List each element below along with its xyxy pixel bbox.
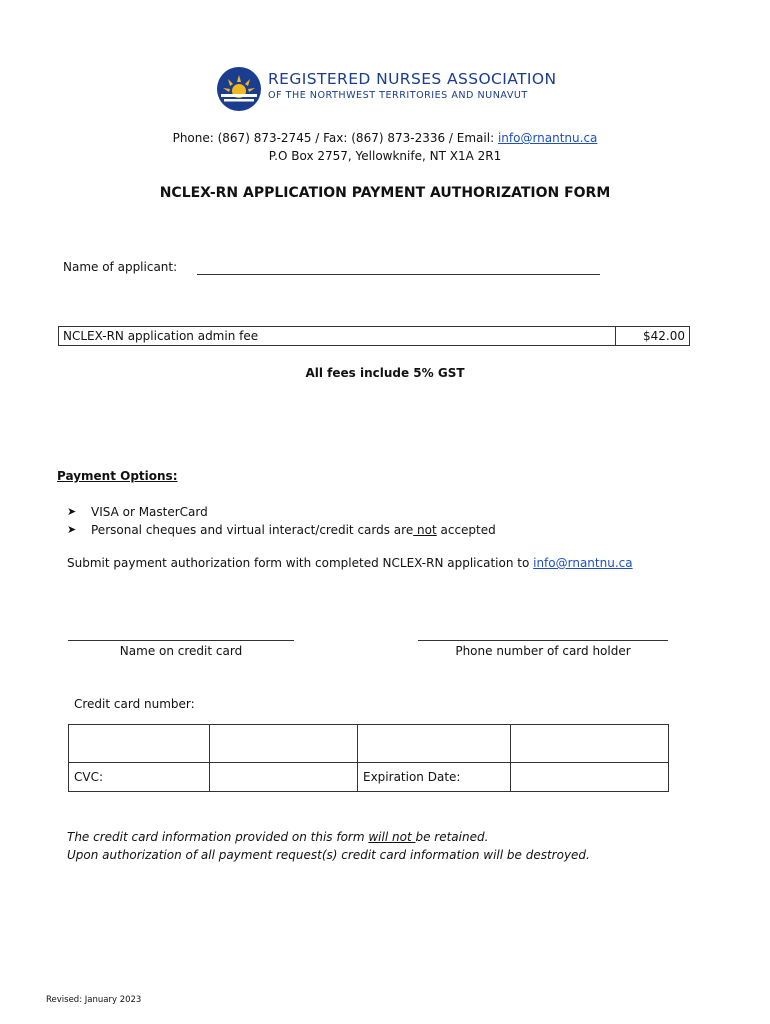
applicant-label: Name of applicant: bbox=[63, 260, 178, 274]
submit-text: Submit payment authorization form with completed NCLEX-RN application to bbox=[67, 556, 534, 570]
form-title: NCLEX-RN APPLICATION PAYMENT AUTHORIZATION FORM bbox=[159, 185, 611, 201]
list-item bbox=[57, 521, 657, 539]
address-line: P.O Box 2757, Yellowknife, NT X1A 2R1 bbox=[268, 149, 502, 163]
fee-table bbox=[58, 326, 690, 346]
card-name-label: Name on credit card bbox=[119, 644, 243, 658]
org-subtitle: OF THE NORTHWEST TERRITORIES AND NUNAVUT bbox=[268, 90, 528, 101]
retention-will-not: will not bbox=[368, 830, 416, 844]
sun-logo-icon bbox=[216, 66, 262, 112]
contact-email-link[interactable]: info@rnantnu.ca bbox=[497, 131, 598, 145]
card-number-box-4[interactable] bbox=[511, 725, 669, 763]
option-text: VISA or MasterCard bbox=[91, 505, 208, 519]
expiration-field[interactable] bbox=[511, 763, 669, 792]
cvc-field[interactable] bbox=[210, 763, 358, 792]
submit-instruction bbox=[67, 556, 633, 570]
option-text: Personal cheques and virtual interact/credit cards are bbox=[91, 523, 414, 537]
expiration-label: Expiration Date: bbox=[358, 763, 511, 792]
payment-options-list bbox=[57, 503, 657, 539]
retention-note-line1 bbox=[67, 830, 488, 844]
retention-note-line2: Upon authorization of all payment request(s) credit card information will be destroyed. bbox=[67, 848, 590, 862]
revised-date: Revised: January 2023 bbox=[46, 995, 142, 1005]
option-not-underlined: not bbox=[413, 523, 437, 537]
card-phone-label: Phone number of card holder bbox=[455, 644, 631, 658]
arrow-bullet-icon: ➤ bbox=[67, 505, 77, 518]
cvc-label: CVC: bbox=[69, 763, 210, 792]
contact-text: Phone: (867) 873-2745 / Fax: (867) 873-2336 / Email: bbox=[172, 131, 498, 145]
applicant-name-field[interactable] bbox=[197, 274, 600, 275]
fee-item: NCLEX-RN application admin fee bbox=[59, 327, 616, 346]
card-number-box-1[interactable] bbox=[69, 725, 210, 763]
contact-line bbox=[0, 131, 770, 145]
arrow-bullet-icon: ➤ bbox=[67, 523, 77, 536]
card-details-table bbox=[68, 724, 669, 792]
card-number-label: Credit card number: bbox=[74, 697, 195, 711]
option-text-end: accepted bbox=[436, 523, 496, 537]
card-name-field[interactable] bbox=[68, 640, 294, 641]
fee-note: All fees include 5% GST bbox=[305, 366, 465, 380]
card-phone-field[interactable] bbox=[418, 640, 668, 641]
org-name: REGISTERED NURSES ASSOCIATION bbox=[268, 70, 557, 88]
retention-text: The credit card information provided on this form bbox=[67, 830, 369, 844]
association-logo bbox=[216, 66, 262, 112]
card-number-box-2[interactable] bbox=[210, 725, 358, 763]
list-item bbox=[57, 503, 657, 521]
submit-email-link[interactable]: info@rnantnu.ca bbox=[533, 556, 633, 570]
retention-text-end: be retained. bbox=[415, 830, 489, 844]
card-number-box-3[interactable] bbox=[358, 725, 511, 763]
fee-amount: $42.00 bbox=[616, 327, 690, 346]
payment-options-heading: Payment Options: bbox=[57, 469, 178, 483]
